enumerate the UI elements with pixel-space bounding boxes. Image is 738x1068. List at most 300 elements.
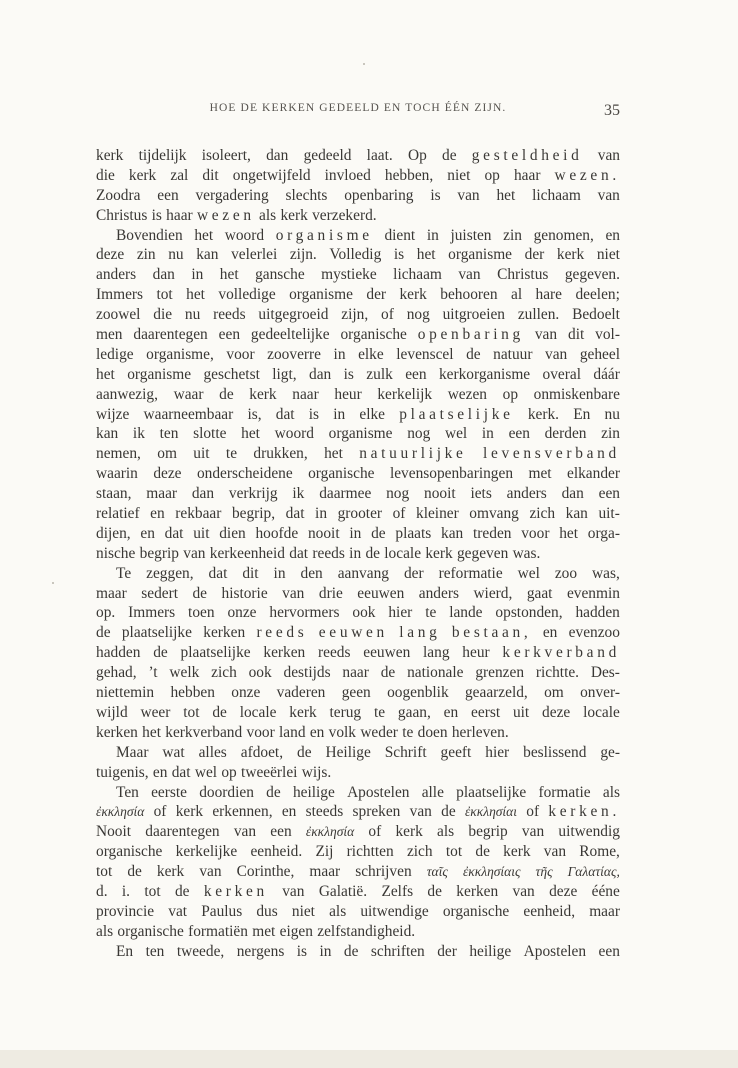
word: dan xyxy=(152,266,175,284)
word: deze xyxy=(549,882,578,900)
word: nische xyxy=(96,544,136,562)
word: ééne xyxy=(591,882,620,900)
word: de xyxy=(212,703,227,721)
word: of xyxy=(153,803,167,821)
word: tot xyxy=(183,703,200,721)
word: openbaring xyxy=(344,186,414,204)
word: kerk xyxy=(280,206,308,224)
word: tot xyxy=(156,286,173,304)
word: de xyxy=(219,385,234,403)
text-line xyxy=(96,623,620,643)
word: afdoet, xyxy=(240,743,284,761)
word: uitgroeien xyxy=(442,306,505,324)
word: Maar xyxy=(116,743,149,761)
word: verkrijg xyxy=(228,485,278,503)
word: alles xyxy=(198,743,227,761)
word: kan xyxy=(441,524,464,542)
word: die xyxy=(96,166,115,184)
word: te xyxy=(225,445,238,463)
word: Zoodra xyxy=(96,186,141,204)
word: kerken xyxy=(263,644,306,662)
word: men xyxy=(96,326,123,344)
scan-edge xyxy=(0,1050,738,1068)
word: zich xyxy=(529,505,556,523)
word: opstonden, xyxy=(495,604,563,622)
word: Rome, xyxy=(579,843,620,861)
text-line xyxy=(96,405,620,425)
word: relatief xyxy=(96,505,140,523)
word: locale xyxy=(583,703,620,721)
word: en xyxy=(605,226,620,244)
text-line xyxy=(96,504,620,524)
word: zin xyxy=(136,246,156,264)
word: ook xyxy=(248,664,272,682)
text-line xyxy=(96,285,620,305)
word: rekbaar xyxy=(175,505,222,523)
word: τῆς xyxy=(535,864,553,880)
text-line xyxy=(96,345,620,365)
word: de xyxy=(466,345,481,363)
word: kan xyxy=(565,505,588,523)
word: hebben xyxy=(170,684,215,702)
word: in xyxy=(349,524,362,542)
word: terug xyxy=(329,703,362,721)
word: ἐκκλησίαι xyxy=(464,804,518,820)
word: aanwezig, xyxy=(96,385,158,403)
word: in xyxy=(481,425,494,443)
word: reeds xyxy=(213,306,246,324)
word: nemen, xyxy=(96,445,141,463)
word: in xyxy=(319,942,332,960)
word: de xyxy=(371,524,386,542)
word: in xyxy=(315,505,328,523)
word: om xyxy=(544,684,564,702)
word: d. xyxy=(96,882,108,900)
word: geschetst xyxy=(203,365,260,383)
word: eerste xyxy=(151,783,187,801)
word: nu xyxy=(184,306,201,324)
word: van xyxy=(521,823,545,841)
word: der xyxy=(437,942,457,960)
word: kerk xyxy=(96,147,124,164)
word: maar xyxy=(146,485,178,503)
word: anders xyxy=(418,584,459,602)
word: plaatselijke xyxy=(121,624,192,642)
text-line xyxy=(96,544,620,564)
word: begrip, xyxy=(231,505,276,523)
word: deze xyxy=(153,465,182,483)
word: gehad, xyxy=(96,664,137,682)
word: wezen xyxy=(447,385,487,403)
word: de xyxy=(441,803,456,821)
word: heur xyxy=(334,385,362,403)
text-line xyxy=(96,603,620,623)
word: ik xyxy=(292,485,305,503)
word: natuurlijke xyxy=(359,445,467,463)
word: zelfstandigheid. xyxy=(317,922,416,940)
word: het xyxy=(186,286,205,304)
word: eeuwen xyxy=(318,624,388,642)
word: uit- xyxy=(598,505,620,523)
word: staan, xyxy=(96,485,132,503)
word: vergadering xyxy=(195,186,269,204)
word: vol- xyxy=(595,326,620,344)
word: dit xyxy=(242,564,259,582)
word: eerst xyxy=(471,703,501,721)
word: Bovendien xyxy=(116,226,183,244)
word: daarmee xyxy=(319,485,372,503)
word: dat xyxy=(275,405,295,423)
word: kerk. xyxy=(527,405,560,423)
word: zooverre xyxy=(267,345,321,363)
word: in xyxy=(191,266,204,284)
word: een xyxy=(405,365,427,383)
word: het xyxy=(194,226,214,244)
word: onze xyxy=(227,604,257,622)
word: gedeeltelijke xyxy=(250,326,330,344)
word: als xyxy=(329,902,347,920)
text-line xyxy=(96,166,620,186)
word: was. xyxy=(512,544,541,562)
word: nog xyxy=(406,306,430,324)
word: uitwendig xyxy=(558,823,620,841)
word: levenscel xyxy=(396,345,454,363)
word: geheel xyxy=(579,345,620,363)
word: gesteldheid xyxy=(471,147,583,164)
word: maar xyxy=(589,902,620,920)
word: is xyxy=(151,206,162,224)
word: zullen. xyxy=(517,306,560,324)
word: elke xyxy=(358,345,384,363)
text-line xyxy=(96,524,620,544)
word: ook xyxy=(352,604,376,622)
word: ik xyxy=(132,425,145,443)
word: van xyxy=(457,186,480,204)
word: zijn, xyxy=(341,306,369,324)
word: organische xyxy=(442,902,510,920)
word: nu xyxy=(604,405,620,423)
word: tot xyxy=(144,882,161,900)
word: de xyxy=(127,863,142,881)
word: uitgegroeid xyxy=(258,306,329,324)
word: geen xyxy=(341,684,371,702)
word: tweede, xyxy=(176,942,225,960)
word: dat xyxy=(289,544,309,562)
word: ongetwijfeld xyxy=(232,166,311,184)
word: natuur xyxy=(493,345,533,363)
word: een xyxy=(157,186,179,204)
word: van xyxy=(183,544,206,562)
word: was, xyxy=(592,564,620,582)
word: plaatselijke xyxy=(456,783,527,801)
text-line xyxy=(96,723,620,743)
word: Op xyxy=(407,147,427,164)
text-line xyxy=(96,424,620,444)
word: tuigenis, xyxy=(96,763,149,781)
word: provincie xyxy=(96,902,155,920)
word: het xyxy=(559,524,579,542)
word: evenzoo xyxy=(568,624,620,642)
word: een xyxy=(598,485,620,503)
word: geaarzeld, xyxy=(464,684,528,702)
word: kerk xyxy=(395,823,423,841)
word: overal xyxy=(542,365,581,383)
word: niet xyxy=(291,902,315,920)
word: alle xyxy=(421,783,444,801)
word: hadden xyxy=(575,604,620,622)
word: is xyxy=(430,186,441,204)
word: genomen, xyxy=(533,226,594,244)
word: lichaam xyxy=(532,186,581,204)
word: destijds xyxy=(283,664,331,682)
word: niet xyxy=(447,166,471,184)
word: ligt, xyxy=(272,365,297,383)
text-line xyxy=(96,882,620,902)
text-line xyxy=(96,802,620,822)
word: dat xyxy=(208,564,228,582)
word: eeuwen xyxy=(363,644,411,662)
word: wel xyxy=(444,425,468,443)
word: Heilige xyxy=(325,743,371,761)
word: Schrift xyxy=(384,743,427,761)
word: kleiner xyxy=(416,505,459,523)
word: nooit xyxy=(307,524,340,542)
word: anders xyxy=(506,485,547,503)
word: mystieke xyxy=(321,266,377,284)
word: waarneembaar xyxy=(143,405,234,423)
word: evenmin xyxy=(566,584,620,602)
word: op xyxy=(502,385,519,403)
word: nu xyxy=(168,246,184,264)
word: begrip xyxy=(139,544,179,562)
word: ταῖς xyxy=(426,864,448,880)
word: ge- xyxy=(600,743,620,761)
word: kerk xyxy=(556,246,585,264)
word: reeds xyxy=(256,624,308,642)
word: kerkelijke xyxy=(175,843,238,861)
word: heilige xyxy=(469,942,512,960)
word: Volledig xyxy=(329,246,382,264)
word: gansche xyxy=(255,266,305,284)
word: richtte. xyxy=(535,664,580,682)
word: met xyxy=(252,922,276,940)
word: ’t xyxy=(148,664,158,682)
word: maar xyxy=(96,584,127,602)
word: drukken, xyxy=(253,445,308,463)
word: begrip xyxy=(468,823,508,841)
word: en xyxy=(281,803,297,821)
word: van xyxy=(512,882,535,900)
word: als xyxy=(96,922,114,940)
word: dat xyxy=(164,524,184,542)
text-line xyxy=(96,146,620,166)
word: zin xyxy=(601,425,620,443)
word: op. xyxy=(96,604,116,622)
word: de xyxy=(427,882,442,900)
text-line xyxy=(96,365,620,385)
word: organische xyxy=(340,326,407,344)
word: wijld xyxy=(96,703,128,721)
word: plaatselijke xyxy=(399,405,514,423)
word: dient xyxy=(384,226,416,244)
word: de xyxy=(365,544,380,562)
word: wierd, xyxy=(473,584,513,602)
word: wezen. xyxy=(554,166,620,184)
word: wel xyxy=(517,564,540,582)
word: en xyxy=(443,703,459,721)
word: elkander xyxy=(567,465,620,483)
word: de xyxy=(380,664,396,682)
text-line xyxy=(96,444,620,464)
word: behooren xyxy=(440,286,498,304)
word: van xyxy=(199,863,222,881)
text-line xyxy=(96,663,620,683)
word: onze xyxy=(231,684,261,702)
word: bestaan, xyxy=(451,624,532,642)
word: de xyxy=(153,644,168,662)
word: tweeërlei xyxy=(241,763,298,781)
word: Te xyxy=(116,564,132,582)
word: levensverband xyxy=(482,445,620,463)
word: van xyxy=(233,823,257,841)
text-line xyxy=(96,564,620,584)
body-text xyxy=(96,146,620,962)
word: de xyxy=(475,843,490,861)
word: volledige xyxy=(218,286,276,304)
word: steeds xyxy=(305,803,344,821)
text-line xyxy=(96,186,620,206)
word: voor xyxy=(521,524,550,542)
word: al xyxy=(510,286,523,304)
word: een xyxy=(218,326,241,344)
text-line xyxy=(96,643,620,663)
word: nationale xyxy=(407,664,464,682)
word: Galatië. xyxy=(318,882,368,900)
word: of xyxy=(368,823,382,841)
word: voor xyxy=(226,345,255,363)
word: in xyxy=(426,226,439,244)
word: en xyxy=(140,524,155,542)
word: het xyxy=(496,186,516,204)
word: eigen xyxy=(279,922,313,940)
word: op xyxy=(221,763,237,781)
word: dus xyxy=(256,902,278,920)
word: te xyxy=(373,703,386,721)
word: daarentegen xyxy=(133,326,208,344)
word: dan xyxy=(266,147,289,164)
word: locale xyxy=(384,544,422,562)
word: aanvang xyxy=(337,564,389,582)
word: juisten xyxy=(450,226,492,244)
word: van xyxy=(543,843,567,861)
word: heilige xyxy=(292,783,335,801)
word: hervormers xyxy=(269,604,340,622)
word: die xyxy=(153,306,173,324)
word: van xyxy=(409,803,432,821)
word: gegeven xyxy=(456,544,509,562)
word: velerlei xyxy=(231,246,278,264)
word: of xyxy=(392,505,406,523)
word: deze xyxy=(542,703,571,721)
word: beslissend xyxy=(523,743,587,761)
word: kerk xyxy=(503,843,531,861)
word: land xyxy=(279,723,306,741)
word: geeft xyxy=(440,743,472,761)
word: kerk xyxy=(425,544,453,562)
word: treden xyxy=(473,524,512,542)
word: kerkorganisme xyxy=(438,365,531,383)
word: het xyxy=(219,266,239,284)
word: openbaring xyxy=(417,326,524,344)
word: richtten xyxy=(346,843,394,861)
page-number: 35 xyxy=(604,102,620,119)
word: formatiën xyxy=(188,922,248,940)
word: onver- xyxy=(580,684,620,702)
word: reeds xyxy=(312,544,345,562)
word: reformatie xyxy=(438,564,503,582)
word: dit xyxy=(568,326,585,344)
running-title: HOE DE KERKEN GEDEELD EN TOCH ÉÉN ZIJN. xyxy=(209,102,507,114)
word: niet xyxy=(596,246,620,264)
word: het xyxy=(416,246,436,264)
word: dáár xyxy=(593,365,620,383)
text-line xyxy=(96,226,620,246)
text-line xyxy=(96,265,620,285)
word: wat xyxy=(162,743,185,761)
word: van xyxy=(282,584,305,602)
word: kerk xyxy=(249,385,277,403)
word: uit xyxy=(193,524,210,542)
word: woord xyxy=(274,425,314,443)
word: dan xyxy=(191,485,215,503)
word: van xyxy=(597,186,620,204)
text-line xyxy=(96,942,620,962)
word: Zij xyxy=(315,843,334,861)
word: doen xyxy=(417,723,448,741)
word: Apostelen xyxy=(347,783,410,801)
word: de xyxy=(297,743,312,761)
word: onmiskenbare xyxy=(533,385,620,403)
word: eenheid. xyxy=(250,843,303,861)
word: te xyxy=(425,604,437,622)
word: dijen, xyxy=(96,524,131,542)
word: hebben, xyxy=(384,166,434,184)
word: als xyxy=(259,206,277,224)
word: met xyxy=(528,465,552,483)
word: Christus xyxy=(96,206,148,224)
word: eenheid, xyxy=(523,902,576,920)
word: kerk xyxy=(399,286,427,304)
word: organisme xyxy=(328,425,393,443)
word: hare xyxy=(535,286,563,304)
word: dit xyxy=(202,166,219,184)
word: En xyxy=(116,942,134,960)
word: weer xyxy=(140,703,171,721)
text-line xyxy=(96,902,620,922)
word: te xyxy=(402,723,414,741)
word: van xyxy=(534,326,558,344)
word: of xyxy=(526,803,540,821)
word: hadden xyxy=(96,644,141,662)
word: nergens xyxy=(236,942,285,960)
word: kerken xyxy=(96,723,138,741)
word: hier xyxy=(388,604,413,622)
word: deze xyxy=(96,246,125,264)
word: Corinthe, xyxy=(236,863,295,881)
word: Des- xyxy=(590,664,620,682)
word: in xyxy=(333,345,346,363)
word: Zelfs xyxy=(381,882,414,900)
